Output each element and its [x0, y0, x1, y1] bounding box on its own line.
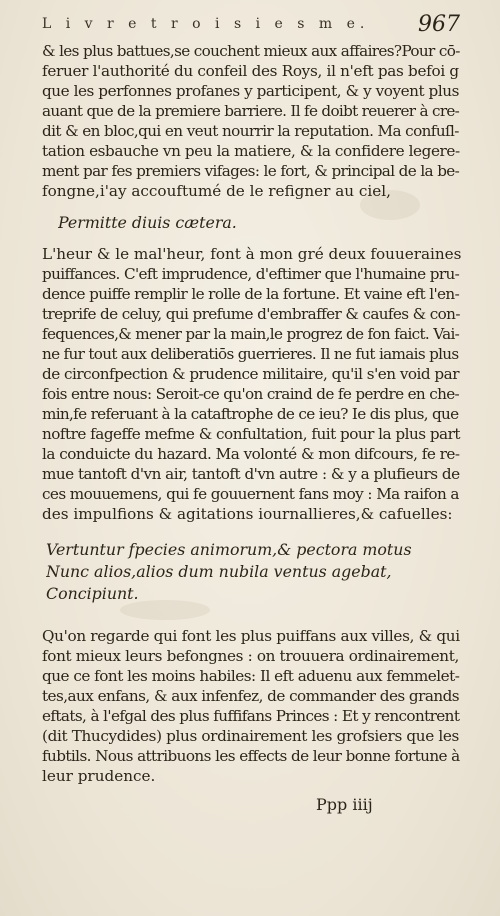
- text-line: (dit Thucydides) plus ordinairement les grofsiers que les: [42, 727, 459, 745]
- text-line: dence puiffe remplir le rolle de la fortune. Et vaine eft l'en-: [42, 285, 460, 303]
- text-line: fongne,i'ay accouftumé de le refigner au ciel,: [42, 182, 391, 200]
- text-line: font mieux leurs befongnes : on trouuera ordinairement,: [42, 647, 459, 665]
- text-line: auant que de la premiere barriere. Il fe doibt reuerer à cre-: [42, 102, 460, 120]
- text-line: noftre fageffe mefme & confultation, fuit pour la plus part: [42, 425, 460, 443]
- text-line: que ce font les moins habiles: Il eft aduenu aux femmelet-: [42, 667, 460, 685]
- text-line: & les plus battues,se couchent mieux aux affaires?Pour cō-: [42, 42, 460, 60]
- signature-mark: Ppp iiij: [316, 795, 373, 814]
- text-line: ces mouuemens, qui fe gouuernent fans moy : Ma raifon a: [42, 485, 459, 503]
- text-line: Qu'on regarde qui font les plus puiffans aux villes, & qui: [42, 627, 460, 645]
- text-line: de circonfpection & prudence militaire, qu'il s'en void par: [42, 365, 459, 383]
- text-line: feruer l'authorité du confeil des Roys, il n'eft pas befoi g: [42, 62, 459, 80]
- text-line: des impulfions & agitations iournallieres,& cafuelles:: [42, 505, 453, 523]
- text-line: treprife de celuy, qui prefume d'embraffer & caufes & con-: [42, 305, 460, 323]
- text-line: L'heur & le mal'heur, font à mon gré deux fouueraines: [42, 245, 462, 263]
- page-header: [42, 12, 462, 38]
- verse-line: Concipiunt.: [46, 584, 139, 603]
- latin-quote: Permitte diuis cætera.: [58, 213, 237, 232]
- text-line: tes,aux enfans, & aux infenfez, de commander des grands: [42, 687, 460, 705]
- text-line: la conduicte du hazard. Ma volonté & mon difcours, fe re-: [42, 445, 460, 463]
- text-line: ment par fes premiers vifages: le fort, & principal de la be-: [42, 162, 460, 180]
- text-line: ne fur tout aux deliberatiōs guerrieres. Il ne fut iamais plus: [42, 345, 459, 363]
- text-line: leur prudence.: [42, 767, 156, 785]
- text-line: tation esbauche vn peu la matiere, & la confidere legere-: [42, 142, 460, 160]
- running-head: L i v r e t r o i s i e s m e.: [42, 16, 370, 32]
- verse-line: Vertuntur fpecies animorum,& pectora motus: [46, 540, 412, 559]
- page-number: 967: [418, 12, 460, 37]
- text-line: fequences,& mener par la main,le progrez de fon faict. Vai-: [42, 325, 460, 343]
- text-line: fois entre nous: Seroit-ce qu'on craind de fe perdre en che-: [42, 385, 460, 403]
- verse-line: Nunc alios,alios dum nubila ventus agebat,: [46, 562, 392, 581]
- text-line: dit & en bloc,qui en veut nourrir la reputation. Ma confuſl-: [42, 122, 459, 140]
- text-line: min,fe referuant à la cataftrophe de ce ieu? Ie dis plus, que: [42, 405, 459, 423]
- text-line: eftats, à l'efgal des plus fuffifans Princes : Et y rencontrent: [42, 707, 460, 725]
- text-line: que les perfonnes profanes y participent, & y voyent plus: [42, 82, 459, 100]
- text-line: fubtils. Nous attribuons les effects de leur bonne fortune à: [42, 747, 460, 765]
- text-line: puiffances. C'eft imprudence, d'eftimer que l'humaine pru-: [42, 265, 460, 283]
- text-line: mue tantoft d'vn air, tantoft d'vn autre : & y a plufieurs de: [42, 465, 460, 483]
